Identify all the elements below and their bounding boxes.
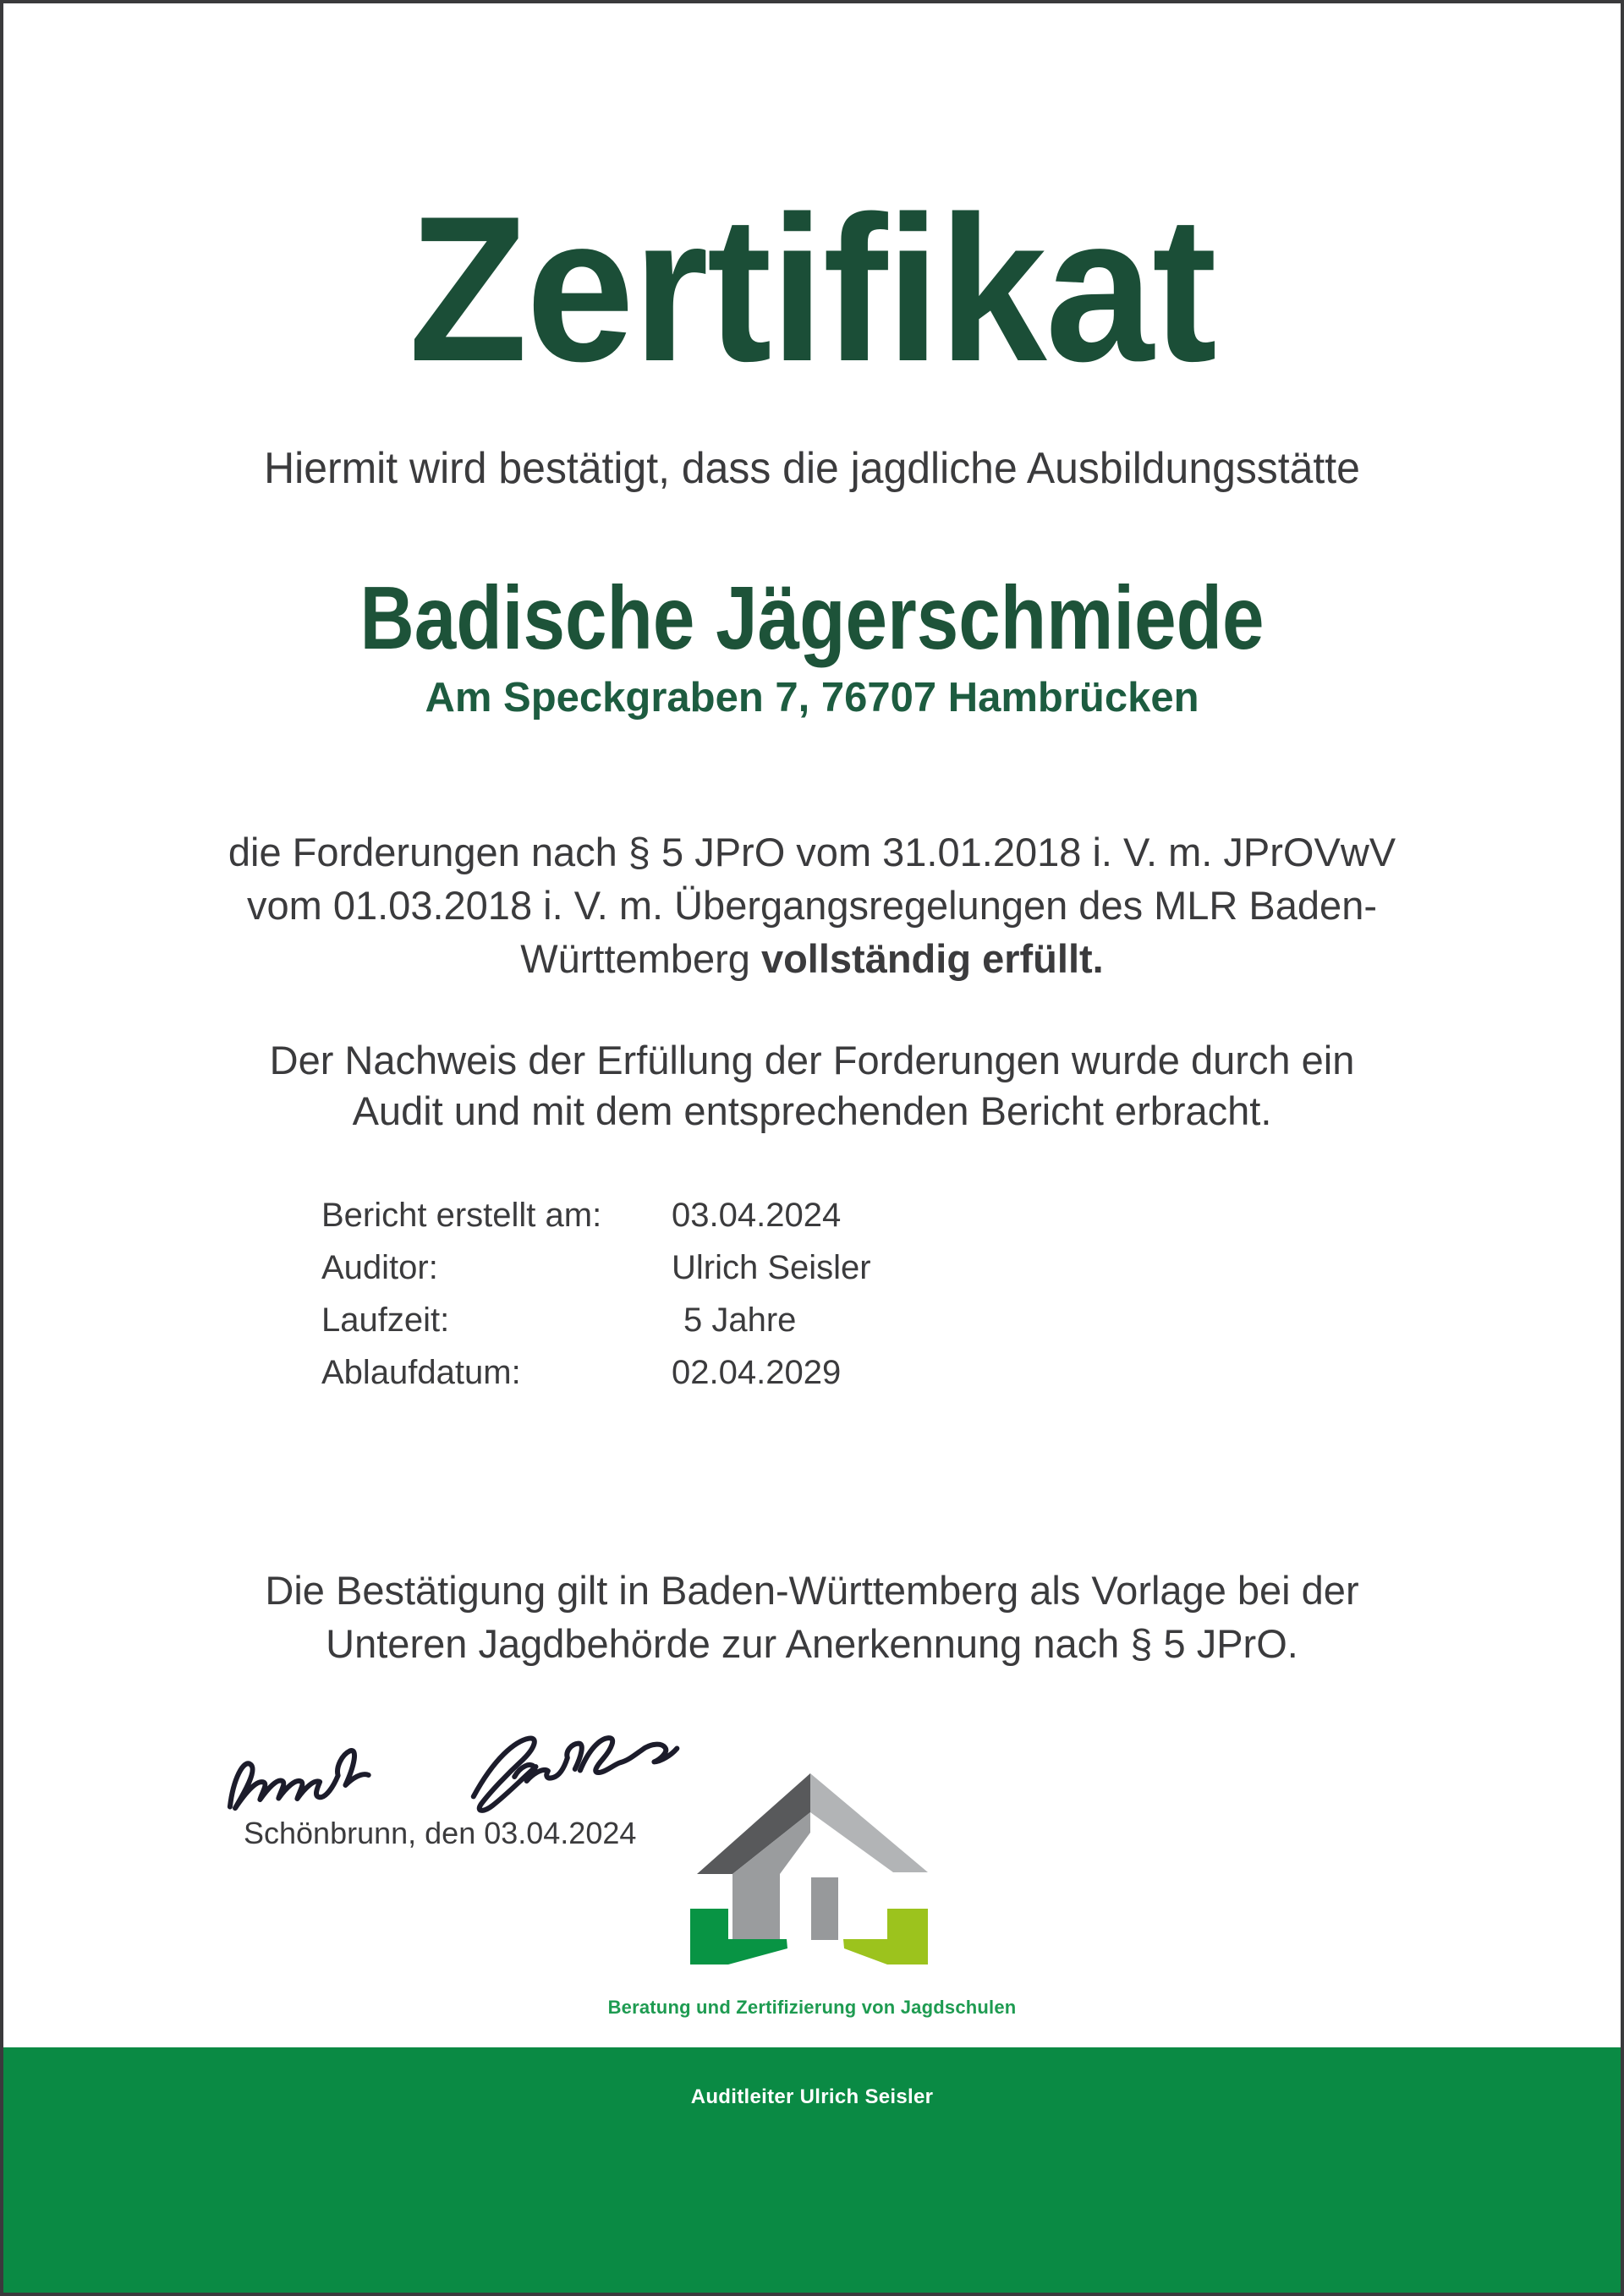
audit-details-table bbox=[321, 1189, 871, 1399]
school-name: Badische Jägerschmiede bbox=[359, 568, 1265, 668]
door-post bbox=[811, 1877, 838, 1940]
footer-bar bbox=[3, 2047, 1621, 2293]
signature-icon bbox=[217, 1725, 690, 1827]
requirements-line-3 bbox=[3, 932, 1621, 985]
audit-proof-line-1: Der Nachweis der Erfüllung der Forderungen wurde durch ein bbox=[269, 1038, 1355, 1082]
roof-right-light bbox=[810, 1773, 928, 1872]
requirements-paragraph bbox=[3, 825, 1621, 985]
validity-paragraph bbox=[3, 1564, 1621, 1670]
left-wall bbox=[732, 1874, 780, 1940]
table-row bbox=[321, 1294, 871, 1346]
detail-value: 02.04.2029 bbox=[672, 1354, 842, 1391]
audit-proof-line-2: Audit und mit dem entsprechenden Bericht erbracht. bbox=[352, 1088, 1272, 1133]
house-logo-icon bbox=[689, 1771, 930, 1965]
footer-text: Auditleiter Ulrich Seisler bbox=[690, 2085, 934, 2108]
certificate-title: Zertifikat bbox=[409, 173, 1215, 404]
validity-line-2: Unteren Jagdbehörde zur Anerkennung nach § 5 JPrO. bbox=[326, 1621, 1298, 1666]
requirements-line-2: vom 01.03.2018 i. V. m. Übergangsregelungen des MLR Baden- bbox=[247, 883, 1377, 928]
detail-label: Laufzeit: bbox=[321, 1301, 450, 1339]
requirements-line-1: die Forderungen nach § 5 JPrO vom 31.01.2018 i. V. m. JPrOVwV bbox=[228, 830, 1396, 874]
requirements-line-3-normal: Württemberg bbox=[520, 936, 761, 981]
validity-line-1: Die Bestätigung gilt in Baden-Württemberg als Vorlage bei der bbox=[265, 1568, 1359, 1613]
dark-green-block bbox=[690, 1909, 728, 1964]
table-row bbox=[321, 1241, 871, 1294]
audit-proof-paragraph bbox=[3, 1035, 1621, 1137]
school-address: Am Speckgraben 7, 76707 Hambrücken bbox=[425, 675, 1199, 721]
light-green-flag bbox=[843, 1939, 887, 1964]
detail-label: Auditor: bbox=[321, 1249, 438, 1286]
detail-value: Ulrich Seisler bbox=[672, 1249, 871, 1286]
table-row bbox=[321, 1346, 871, 1399]
light-green-block bbox=[887, 1909, 928, 1964]
detail-value: 5 Jahre bbox=[683, 1301, 797, 1339]
logo-tagline: Beratung und Zertifizierung von Jagdschulen bbox=[607, 1997, 1017, 2018]
table-row bbox=[321, 1189, 871, 1241]
detail-label: Ablaufdatum: bbox=[321, 1354, 521, 1391]
detail-value: 03.04.2024 bbox=[672, 1197, 842, 1234]
dark-green-flag bbox=[728, 1939, 787, 1964]
place-date-line: Schönbrunn, den 03.04.2024 bbox=[244, 1816, 637, 1850]
requirements-line-3-bold: vollständig erfüllt. bbox=[760, 936, 1104, 981]
intro-line: Hiermit wird bestätigt, dass die jagdliche Ausbildungsstätte bbox=[264, 444, 1360, 493]
detail-label: Bericht erstellt am: bbox=[321, 1197, 602, 1234]
